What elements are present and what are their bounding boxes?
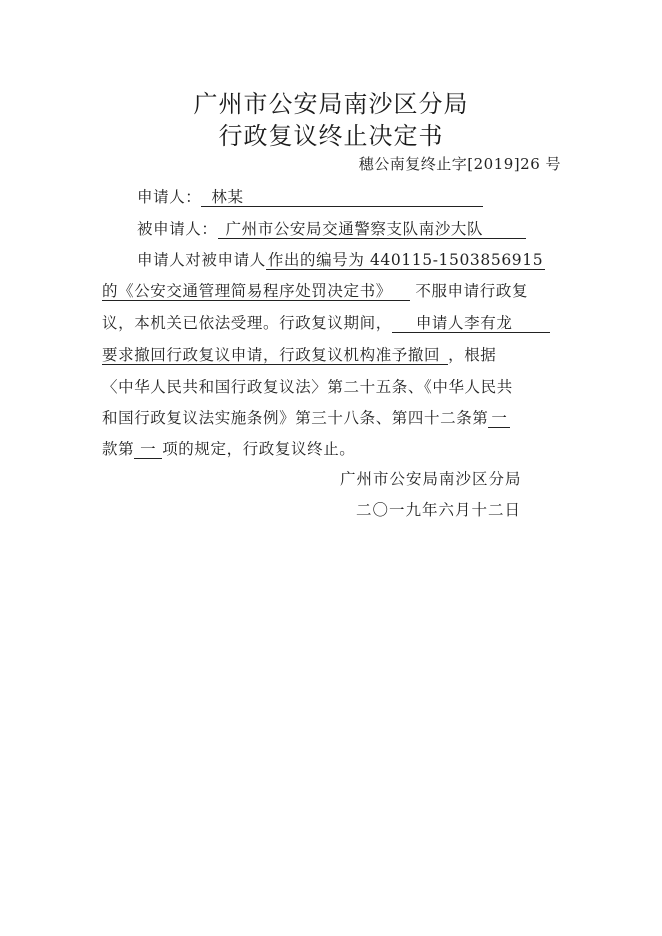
respondent-label: 被申请人：: [137, 220, 218, 238]
body-text: 申请人对被申请人: [137, 251, 266, 269]
body-line-7: [102, 437, 355, 459]
reason-fill-2: 要求撤回行政复议申请，行政复议机构准予撤回: [102, 346, 448, 365]
penalty-number-fill: 作出的编号为 440115-1503856915: [267, 251, 544, 269]
body-text: 议，本机关已依法受理。行政复议期间，: [102, 314, 392, 332]
body-line-5: 〈中华人民共和国行政复议法〉第二十五条、《中华人民共: [102, 378, 513, 396]
applicant-line: [137, 185, 483, 207]
body-line-3: [102, 311, 550, 333]
body-line-6: [102, 406, 510, 428]
signature-date: 二〇一九年六月十二日: [356, 501, 522, 519]
document-subtitle: 行政复议终止决定书: [218, 122, 444, 150]
body-text: ，根据: [448, 346, 497, 364]
signature-organization: 广州市公安局南沙区分局: [340, 470, 522, 488]
body-line-1: [137, 248, 545, 270]
reason-fill-1: 申请人李有龙: [392, 314, 550, 333]
body-text: 项的规定，行政复议终止。: [162, 440, 356, 458]
applicant-value: 林某: [201, 188, 483, 207]
body-line-2: [102, 279, 528, 301]
item-fill: 一: [134, 440, 162, 459]
body-line-4: [102, 343, 496, 365]
respondent-line: [137, 217, 526, 239]
respondent-value: 广州市公安局交通警察支队南沙大队: [218, 220, 526, 239]
penalty-document-fill: 的《公安交通管理简易程序处罚决定书》: [102, 282, 410, 301]
body-text: 不服申请行政复: [415, 282, 529, 300]
body-text: 款第: [102, 440, 135, 458]
document-number: 穗公南复终止字[2019]26 号: [358, 155, 561, 173]
applicant-label: 申请人：: [137, 188, 202, 206]
document-title: 广州市公安局南沙区分局: [193, 90, 469, 118]
body-text: 和国行政复议法实施条例》第三十八条、第四十二条第: [102, 409, 489, 427]
paragraph-fill: 一: [488, 409, 510, 428]
